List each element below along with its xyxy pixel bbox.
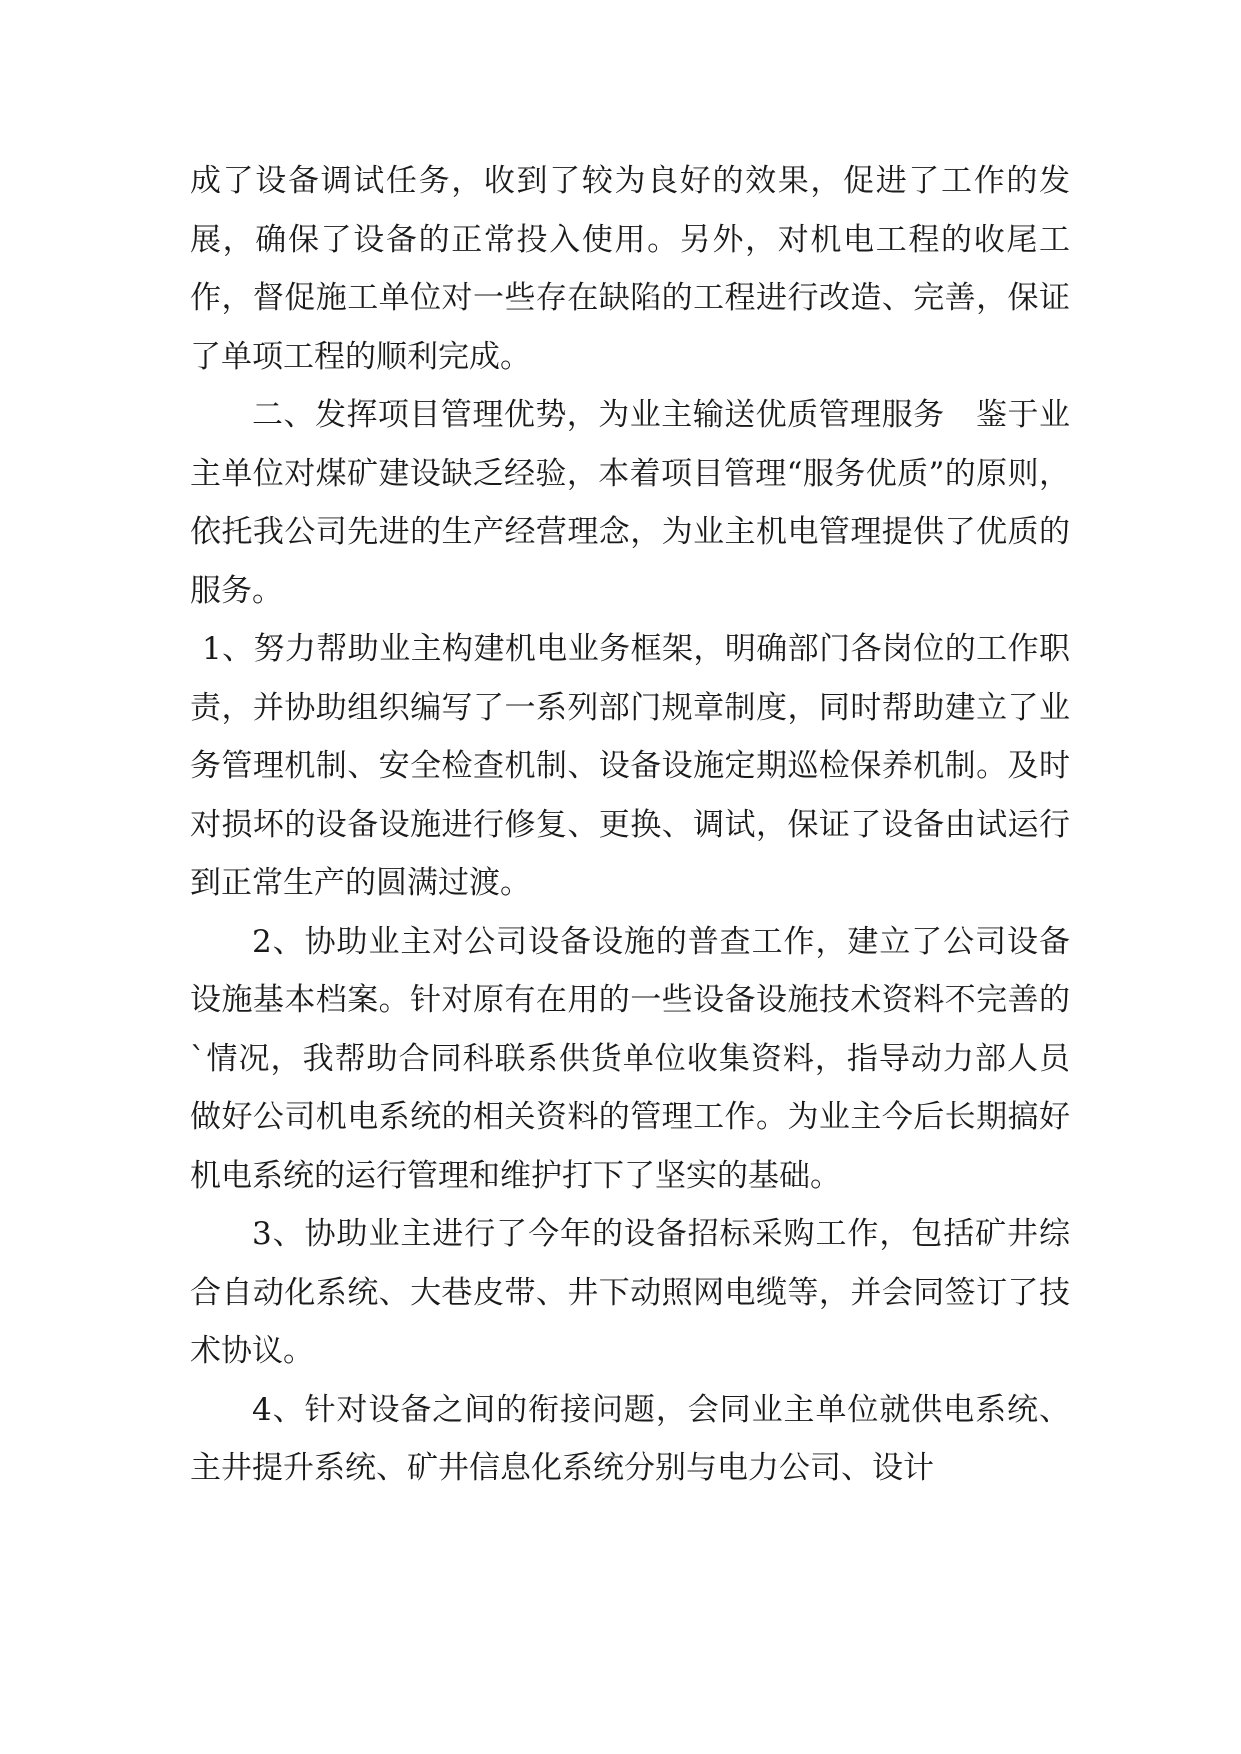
paragraph-item-3: 3、协助业主进行了今年的设备招标采购工作，包括矿井综合自动化系统、大巷皮带、井下动照网电缆等，并会同签订了技术协议。 (190, 1216, 1070, 1369)
paragraph-item-1: 1、努力帮助业主构建机电业务框架，明确部门各岗位的工作职责，并协助组织编写了一系列部门规章制度，同时帮助建立了业务管理机制、安全检查机制、设备设施定期巡检保养机制。及时对损坏的设备设施进行修复、更换、调试，保证了设备由试运行到正常生产的圆满过渡。 (190, 631, 1070, 901)
paragraph-item-2: 2、协助业主对公司设备设施的普查工作，建立了公司设备设施基本档案。针对原有在用的一些设备设施技术资料不完善的`情况，我帮助合同科联系供货单位收集资料，指导动力部人员做好公司机电系统的相关资料的管理工作。为业主今后长期搞好机电系统的运行管理和维护打下了坚实的基础。 (190, 923, 1070, 1194)
paragraph-item-4: 4、针对设备之间的衔接问题，会同业主单位就供电系统、主井提升系统、矿井信息化系统分别与电力公司、设计 (190, 1391, 1070, 1486)
paragraph-continuation: 成了设备调试任务，收到了较为良好的效果，促进了工作的发展，确保了设备的正常投入使用。另外，对机电工程的收尾工作，督促施工单位对一些存在缺陷的工程进行改造、完善，保证了单项工程的顺利完成。 (190, 163, 1070, 375)
paragraph-section-two: 二、发挥项目管理优势，为业主输送优质管理服务 鉴于业主单位对煤矿建设缺乏经验，本着项目管理“服务优质”的原则，依托我公司先进的生产经营理念，为业主机电管理提供了优质的服务。 (190, 397, 1070, 609)
document-body (190, 152, 1070, 1498)
